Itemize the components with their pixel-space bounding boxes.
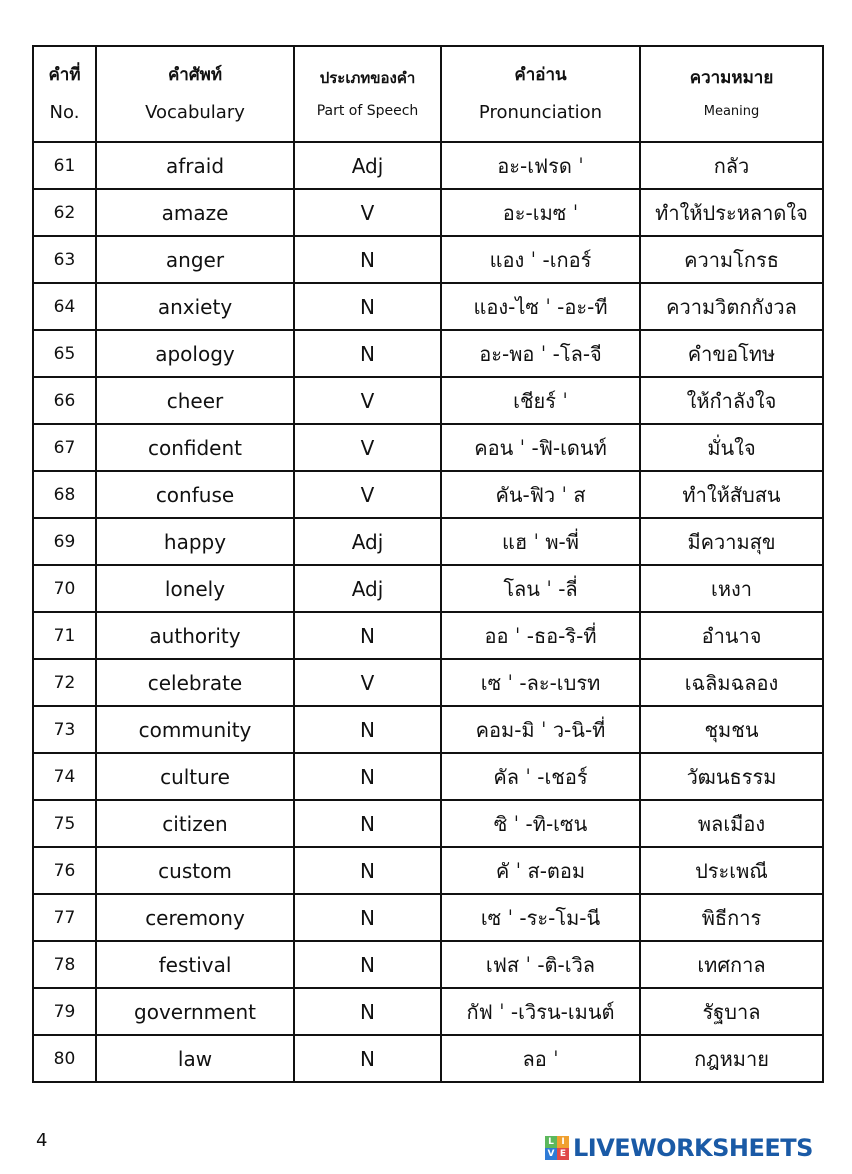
liveworksheets-logo-icon <box>545 1136 569 1160</box>
row-number: 63 <box>33 236 96 283</box>
logo-letter-l: L <box>545 1136 557 1148</box>
row-meaning: เทศกาล <box>640 941 823 988</box>
table-row <box>33 1035 823 1082</box>
row-meaning: พิธีการ <box>640 894 823 941</box>
row-number: 76 <box>33 847 96 894</box>
row-number: 80 <box>33 1035 96 1082</box>
row-part-of-speech: V <box>294 377 441 424</box>
row-number: 67 <box>33 424 96 471</box>
header-part-of-speech <box>294 46 441 142</box>
row-number: 70 <box>33 565 96 612</box>
table-row <box>33 518 823 565</box>
header-no-th: คำที่ <box>48 65 81 85</box>
row-meaning: มีความสุข <box>640 518 823 565</box>
header-no <box>33 46 96 142</box>
table-row <box>33 988 823 1035</box>
table-row <box>33 612 823 659</box>
row-vocabulary: confuse <box>96 471 294 518</box>
row-pronunciation: เชียร์ ˈ <box>441 377 640 424</box>
row-pronunciation: ลอ ˈ <box>441 1035 640 1082</box>
row-number: 73 <box>33 706 96 753</box>
row-meaning: ประเพณี <box>640 847 823 894</box>
row-number: 68 <box>33 471 96 518</box>
row-pronunciation: ออ ˈ -ธอ-ริ-ที่ <box>441 612 640 659</box>
row-pronunciation: โลน ˈ -ลี่ <box>441 565 640 612</box>
row-vocabulary: anger <box>96 236 294 283</box>
table-row <box>33 283 823 330</box>
row-meaning: ความวิตกกังวล <box>640 283 823 330</box>
row-part-of-speech: N <box>294 706 441 753</box>
row-part-of-speech: V <box>294 424 441 471</box>
row-meaning: ทำให้ประหลาดใจ <box>640 189 823 236</box>
row-part-of-speech: N <box>294 894 441 941</box>
row-pronunciation: คัล ˈ -เชอร์ <box>441 753 640 800</box>
row-part-of-speech: N <box>294 283 441 330</box>
table-row <box>33 753 823 800</box>
row-meaning: ทำให้สับสน <box>640 471 823 518</box>
brand <box>545 1133 813 1163</box>
row-vocabulary: ceremony <box>96 894 294 941</box>
row-vocabulary: anxiety <box>96 283 294 330</box>
row-pronunciation: กัฟ ˈ -เวิรน-เมนต์ <box>441 988 640 1035</box>
table-row <box>33 706 823 753</box>
row-pronunciation: คอม-มิ ˈ ว-นิ-ที่ <box>441 706 640 753</box>
logo-letter-e: E <box>557 1148 569 1160</box>
row-number: 66 <box>33 377 96 424</box>
row-meaning: ชุมชน <box>640 706 823 753</box>
row-pronunciation: อะ-เฟรด ˈ <box>441 142 640 189</box>
row-pronunciation: แฮ ˈ พ-พี่ <box>441 518 640 565</box>
row-part-of-speech: Adj <box>294 565 441 612</box>
row-part-of-speech: N <box>294 988 441 1035</box>
row-vocabulary: celebrate <box>96 659 294 706</box>
table-row <box>33 471 823 518</box>
row-meaning: มั่นใจ <box>640 424 823 471</box>
brand-name: LIVEWORKSHEETS <box>573 1134 813 1162</box>
row-number: 78 <box>33 941 96 988</box>
row-pronunciation: แอง ˈ -เกอร์ <box>441 236 640 283</box>
logo-letter-i: I <box>557 1136 569 1148</box>
header-meaning-th: ความหมาย <box>689 68 774 88</box>
table-row <box>33 330 823 377</box>
row-part-of-speech: N <box>294 330 441 377</box>
row-meaning: กฎหมาย <box>640 1035 823 1082</box>
row-vocabulary: afraid <box>96 142 294 189</box>
vocabulary-table <box>32 45 824 1083</box>
row-vocabulary: authority <box>96 612 294 659</box>
header-vocabulary-en: Vocabulary <box>145 102 245 123</box>
header-pronunciation <box>441 46 640 142</box>
row-vocabulary: citizen <box>96 800 294 847</box>
row-meaning: เฉลิมฉลอง <box>640 659 823 706</box>
header-pronunciation-en: Pronunciation <box>478 102 603 123</box>
row-pronunciation: คัน-ฟิว ˈ ส <box>441 471 640 518</box>
header-no-en: No. <box>49 102 80 123</box>
row-pronunciation: ซิ ˈ -ทิ-เซน <box>441 800 640 847</box>
row-pronunciation: คั ˈ ส-ตอม <box>441 847 640 894</box>
row-vocabulary: happy <box>96 518 294 565</box>
table-row <box>33 941 823 988</box>
page-number: 4 <box>36 1130 48 1151</box>
row-meaning: กลัว <box>640 142 823 189</box>
row-meaning: อำนาจ <box>640 612 823 659</box>
header-pronunciation-th: คำอ่าน <box>514 65 567 85</box>
header-part-of-speech-en: Part of Speech <box>316 103 419 119</box>
row-vocabulary: festival <box>96 941 294 988</box>
row-pronunciation: เซ ˈ -ละ-เบรท <box>441 659 640 706</box>
row-number: 72 <box>33 659 96 706</box>
row-part-of-speech: V <box>294 471 441 518</box>
row-vocabulary: government <box>96 988 294 1035</box>
table-header-row <box>33 46 823 142</box>
header-meaning-en: Meaning <box>703 104 760 119</box>
row-part-of-speech: N <box>294 941 441 988</box>
row-number: 71 <box>33 612 96 659</box>
table-row <box>33 847 823 894</box>
table-row <box>33 236 823 283</box>
row-number: 74 <box>33 753 96 800</box>
header-part-of-speech-th: ประเภทของคำ <box>319 69 416 87</box>
row-part-of-speech: V <box>294 659 441 706</box>
row-meaning: เหงา <box>640 565 823 612</box>
row-vocabulary: cheer <box>96 377 294 424</box>
row-pronunciation: อะ-เมซ ˈ <box>441 189 640 236</box>
row-part-of-speech: N <box>294 612 441 659</box>
row-meaning: คำขอโทษ <box>640 330 823 377</box>
row-number: 79 <box>33 988 96 1035</box>
row-number: 65 <box>33 330 96 377</box>
table-row <box>33 894 823 941</box>
row-vocabulary: lonely <box>96 565 294 612</box>
row-part-of-speech: Adj <box>294 142 441 189</box>
row-number: 69 <box>33 518 96 565</box>
row-vocabulary: culture <box>96 753 294 800</box>
row-part-of-speech: N <box>294 847 441 894</box>
row-vocabulary: confident <box>96 424 294 471</box>
row-number: 62 <box>33 189 96 236</box>
table-row <box>33 377 823 424</box>
row-pronunciation: เฟส ˈ -ติ-เวิล <box>441 941 640 988</box>
row-pronunciation: อะ-พอ ˈ -โล-จี <box>441 330 640 377</box>
row-meaning: รัฐบาล <box>640 988 823 1035</box>
logo-letter-v: V <box>545 1148 557 1160</box>
row-part-of-speech: Adj <box>294 518 441 565</box>
header-vocabulary <box>96 46 294 142</box>
row-meaning: พลเมือง <box>640 800 823 847</box>
row-part-of-speech: V <box>294 189 441 236</box>
row-pronunciation: คอน ˈ -ฟิ-เดนท์ <box>441 424 640 471</box>
row-part-of-speech: N <box>294 800 441 847</box>
table-row <box>33 424 823 471</box>
row-pronunciation: เซ ˈ -ระ-โม-นี <box>441 894 640 941</box>
row-vocabulary: community <box>96 706 294 753</box>
row-vocabulary: law <box>96 1035 294 1082</box>
table-body <box>33 142 823 1082</box>
row-number: 61 <box>33 142 96 189</box>
row-vocabulary: custom <box>96 847 294 894</box>
row-meaning: วัฒนธรรม <box>640 753 823 800</box>
table-row <box>33 142 823 189</box>
table-row <box>33 800 823 847</box>
header-vocabulary-th: คำศัพท์ <box>167 65 223 85</box>
row-number: 64 <box>33 283 96 330</box>
row-meaning: ให้กำลังใจ <box>640 377 823 424</box>
row-number: 75 <box>33 800 96 847</box>
row-meaning: ความโกรธ <box>640 236 823 283</box>
table-row <box>33 189 823 236</box>
row-part-of-speech: N <box>294 1035 441 1082</box>
header-meaning <box>640 46 823 142</box>
table-row <box>33 659 823 706</box>
row-part-of-speech: N <box>294 753 441 800</box>
row-vocabulary: apology <box>96 330 294 377</box>
row-vocabulary: amaze <box>96 189 294 236</box>
table-row <box>33 565 823 612</box>
row-number: 77 <box>33 894 96 941</box>
row-pronunciation: แอง-ไซ ˈ -อะ-ที <box>441 283 640 330</box>
row-part-of-speech: N <box>294 236 441 283</box>
